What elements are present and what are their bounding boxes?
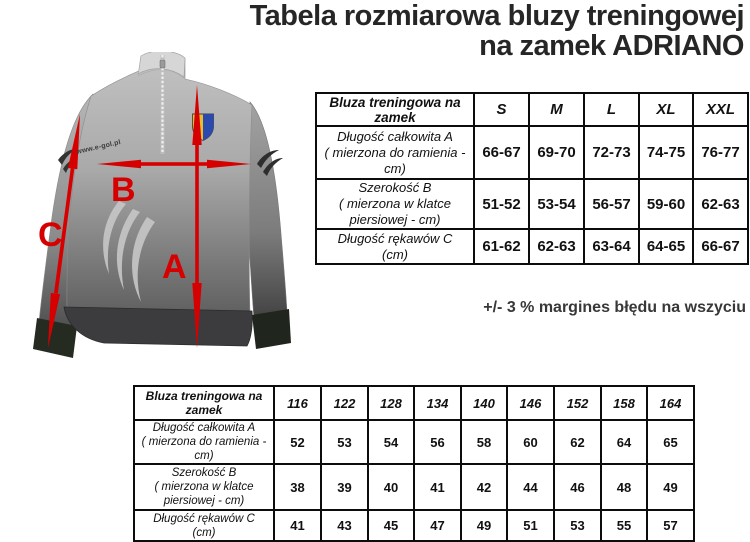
size-col-header: M xyxy=(529,93,584,126)
value-cell: 64-65 xyxy=(639,229,693,264)
margin-note: +/- 3 % margines błędu na wszyciu xyxy=(483,299,746,316)
value-cell: 53 xyxy=(321,420,368,464)
value-cell: 42 xyxy=(461,464,507,510)
value-cell: 49 xyxy=(461,510,507,541)
value-cell: 44 xyxy=(507,464,554,510)
row-label-cell: Długość całkowita A ( mierzona do ramienia - cm) xyxy=(316,126,474,179)
kids-size-table xyxy=(133,385,695,542)
torso xyxy=(67,52,252,314)
size-col-header: 122 xyxy=(321,386,368,420)
table-row xyxy=(134,464,694,510)
value-cell: 60 xyxy=(507,420,554,464)
value-cell: 55 xyxy=(601,510,647,541)
size-col-header: XL xyxy=(639,93,693,126)
value-cell: 39 xyxy=(321,464,368,510)
value-cell: 43 xyxy=(321,510,368,541)
value-cell: 69-70 xyxy=(529,126,584,179)
jacket-diagram xyxy=(0,52,320,370)
value-cell: 62-63 xyxy=(529,229,584,264)
value-cell: 66-67 xyxy=(474,126,529,179)
value-cell: 54 xyxy=(368,420,414,464)
value-cell: 56-57 xyxy=(584,179,639,229)
table-row xyxy=(316,126,748,179)
adult-size-table xyxy=(315,92,749,265)
hem-band xyxy=(64,307,252,346)
row-label-cell: Szerokość B ( mierzona w klatce piersiowej - cm) xyxy=(316,179,474,229)
value-cell: 47 xyxy=(414,510,461,541)
value-cell: 66-67 xyxy=(693,229,748,264)
size-col-header: 116 xyxy=(274,386,321,420)
value-cell: 46 xyxy=(554,464,601,510)
value-cell: 51-52 xyxy=(474,179,529,229)
size-col-header: S xyxy=(474,93,529,126)
row-label-cell: Długość rękawów C (cm) xyxy=(316,229,474,264)
value-cell: 52 xyxy=(274,420,321,464)
value-cell: 49 xyxy=(647,464,694,510)
table-row xyxy=(134,510,694,541)
jacket-illustration xyxy=(0,52,320,370)
value-cell: 53-54 xyxy=(529,179,584,229)
value-cell: 64 xyxy=(601,420,647,464)
page-title xyxy=(250,1,744,61)
size-col-header: 152 xyxy=(554,386,601,420)
value-cell: 57 xyxy=(647,510,694,541)
table-row xyxy=(316,229,748,264)
row-label-cell: Szerokość B ( mierzona w klatce piersiowej - cm) xyxy=(134,464,274,510)
value-cell: 51 xyxy=(507,510,554,541)
size-col-header: L xyxy=(584,93,639,126)
right-cuff xyxy=(252,309,291,349)
value-cell: 76-77 xyxy=(693,126,748,179)
zipper-pull xyxy=(160,60,165,68)
value-cell: 58 xyxy=(461,420,507,464)
value-cell: 41 xyxy=(274,510,321,541)
page-title-line1: Tabela rozmiarowa bluzy treningowej xyxy=(249,0,744,32)
value-cell: 38 xyxy=(274,464,321,510)
value-cell: 61-62 xyxy=(474,229,529,264)
table-row xyxy=(134,420,694,464)
table-title-cell: Bluza treningowa na zamek xyxy=(316,93,474,126)
size-col-header: 140 xyxy=(461,386,507,420)
size-col-header: 158 xyxy=(601,386,647,420)
table-title-cell: Bluza treningowa na zamek xyxy=(134,386,274,420)
value-cell: 72-73 xyxy=(584,126,639,179)
value-cell: 41 xyxy=(414,464,461,510)
size-col-header: XXL xyxy=(693,93,748,126)
value-cell: 74-75 xyxy=(639,126,693,179)
size-col-header: 146 xyxy=(507,386,554,420)
right-sleeve xyxy=(245,102,287,319)
value-cell: 40 xyxy=(368,464,414,510)
size-col-header: 128 xyxy=(368,386,414,420)
page-title-line2: na zamek ADRIANO xyxy=(479,30,744,62)
value-cell: 63-64 xyxy=(584,229,639,264)
value-cell: 45 xyxy=(368,510,414,541)
size-col-header: 164 xyxy=(647,386,694,420)
table-header-row xyxy=(316,93,748,126)
measure-label-c: C xyxy=(38,216,63,254)
value-cell: 53 xyxy=(554,510,601,541)
value-cell: 62 xyxy=(554,420,601,464)
measure-label-b: B xyxy=(111,171,136,209)
brand-url-text: www.e-gol.pl xyxy=(75,138,122,157)
size-col-header: 134 xyxy=(414,386,461,420)
measure-label-a: A xyxy=(162,248,187,286)
value-cell: 56 xyxy=(414,420,461,464)
value-cell: 48 xyxy=(601,464,647,510)
row-label-cell: Długość rękawów C (cm) xyxy=(134,510,274,541)
value-cell: 62-63 xyxy=(693,179,748,229)
value-cell: 59-60 xyxy=(639,179,693,229)
table-header-row xyxy=(134,386,694,420)
row-label-cell: Długość całkowita A ( mierzona do ramienia - cm) xyxy=(134,420,274,464)
table-row xyxy=(316,179,748,229)
value-cell: 65 xyxy=(647,420,694,464)
